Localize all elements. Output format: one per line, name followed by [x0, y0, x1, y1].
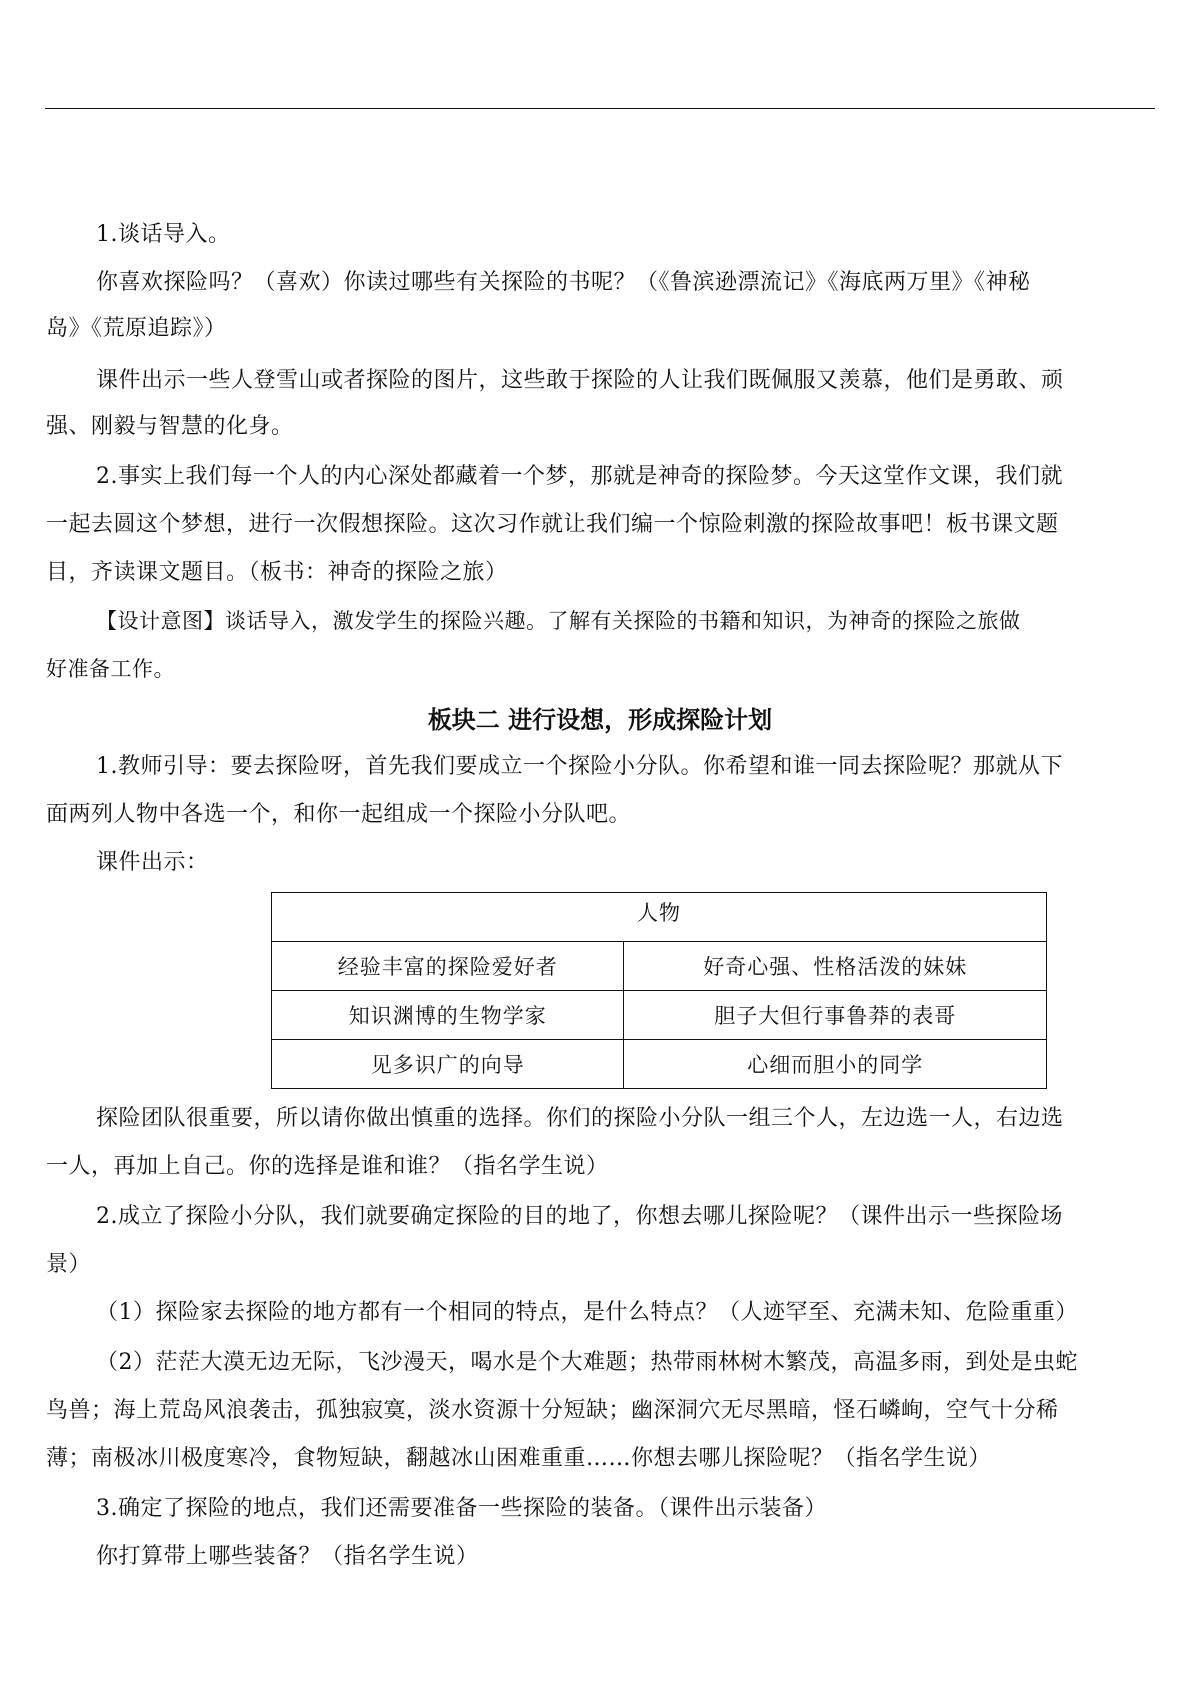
paragraph-scenes-line1: （2）茫茫大漠无边无际，飞沙漫天，喝水是个大难题；热带雨林树木繁茂，高温多雨，到处是虫蛇: [96, 1350, 1079, 1375]
table-row: [272, 1040, 1047, 1089]
paragraph-dream-line2: 一起去圆这个梦想，进行一次假想探险。这次习作就让我们编一个惊险刺激的探险故事吧！板书课文题: [46, 512, 1059, 537]
paragraph-intro-step: 1.谈话导入。: [96, 222, 231, 247]
paragraph-question-line1: 你喜欢探险吗？（喜欢）你读过哪些有关探险的书呢？（《鲁滨逊漂流记》《海底两万里》《神秘: [96, 270, 1031, 295]
table-cell: 经验丰富的探险爱好者: [272, 942, 624, 991]
design-intent-line2: 好准备工作。: [46, 657, 175, 681]
paragraph-team-choice-line1: 探险团队很重要，所以请你做出慎重的选择。你们的探险小分队一组三个人，左边选一人，右边选: [96, 1106, 1064, 1131]
table-cell: 胆子大但行事鲁莽的表哥: [624, 991, 1047, 1040]
table-row: [272, 991, 1047, 1040]
table-header-row: [272, 893, 1047, 942]
paragraph-courseware-line1: 课件出示一些人登雪山或者探险的图片，这些敢于探险的人让我们既佩服又羡慕，他们是勇敢、顽: [96, 368, 1064, 393]
paragraph-dream-line3: 目，齐读课文题目。（板书：神奇的探险之旅）: [46, 560, 508, 585]
paragraph-equipment: 3.确定了探险的地点，我们还需要准备一些探险的装备。（课件出示装备）: [96, 1496, 827, 1521]
table-cell: 心细而胆小的同学: [624, 1040, 1047, 1089]
paragraph-destination-line1: 2.成立了探险小分队，我们就要确定探险的目的地了，你想去哪儿探险呢？（课件出示一些探险场: [96, 1204, 1063, 1229]
paragraph-courseware-show: 课件出示：: [96, 850, 209, 875]
paragraph-scenes-line2: 鸟兽；海上荒岛风浪袭击，孤独寂寞，淡水资源十分短缺；幽深洞穴无尽黑暗，怪石嶙峋，空气十分稀: [46, 1398, 1059, 1423]
paragraph-team-choice-line2: 一人，再加上自己。你的选择是谁和谁？（指名学生说）: [46, 1154, 609, 1179]
paragraph-teacher-guide-line1: 1.教师引导：要去探险呀，首先我们要成立一个探险小分队。你希望和谁一同去探险呢？那就从下: [96, 754, 1063, 779]
section-heading: 板块二 进行设想，形成探险计划: [427, 706, 773, 734]
table-cell: 见多识广的向导: [272, 1040, 624, 1089]
paragraph-equipment-question: 你打算带上哪些装备？（指名学生说）: [96, 1544, 479, 1569]
paragraph-courseware-line2: 强、刚毅与智慧的化身。: [46, 414, 294, 439]
table-row: [272, 942, 1047, 991]
paragraph-teacher-guide-line2: 面两列人物中各选一个，和你一起组成一个探险小分队吧。: [46, 802, 632, 827]
paragraph-feature-question: （1）探险家去探险的地方都有一个相同的特点，是什么特点？（人迹罕至、充满未知、危险重重）: [96, 1300, 1079, 1325]
character-table: [271, 892, 1047, 1089]
header-rule: [45, 108, 1155, 109]
table-cell: 好奇心强、性格活泼的妹妹: [624, 942, 1047, 991]
design-intent-line1: 【设计意图】谈话导入，激发学生的探险兴趣。了解有关探险的书籍和知识，为神奇的探险之旅做: [96, 609, 1021, 633]
paragraph-scenes-line3: 薄；南极冰川极度寒冷，食物短缺，翻越冰山困难重重……你想去哪儿探险呢？（指名学生说）: [46, 1446, 992, 1471]
table-header-cell: 人物: [272, 893, 1047, 942]
paragraph-question-line2: 岛》《荒原追踪》）: [46, 316, 227, 341]
paragraph-destination-line2: 景）: [46, 1252, 92, 1277]
table-cell: 知识渊博的生物学家: [272, 991, 624, 1040]
paragraph-dream-line1: 2.事实上我们每一个人的内心深处都藏着一个梦，那就是神奇的探险梦。今天这堂作文课，我们就: [96, 464, 1063, 489]
